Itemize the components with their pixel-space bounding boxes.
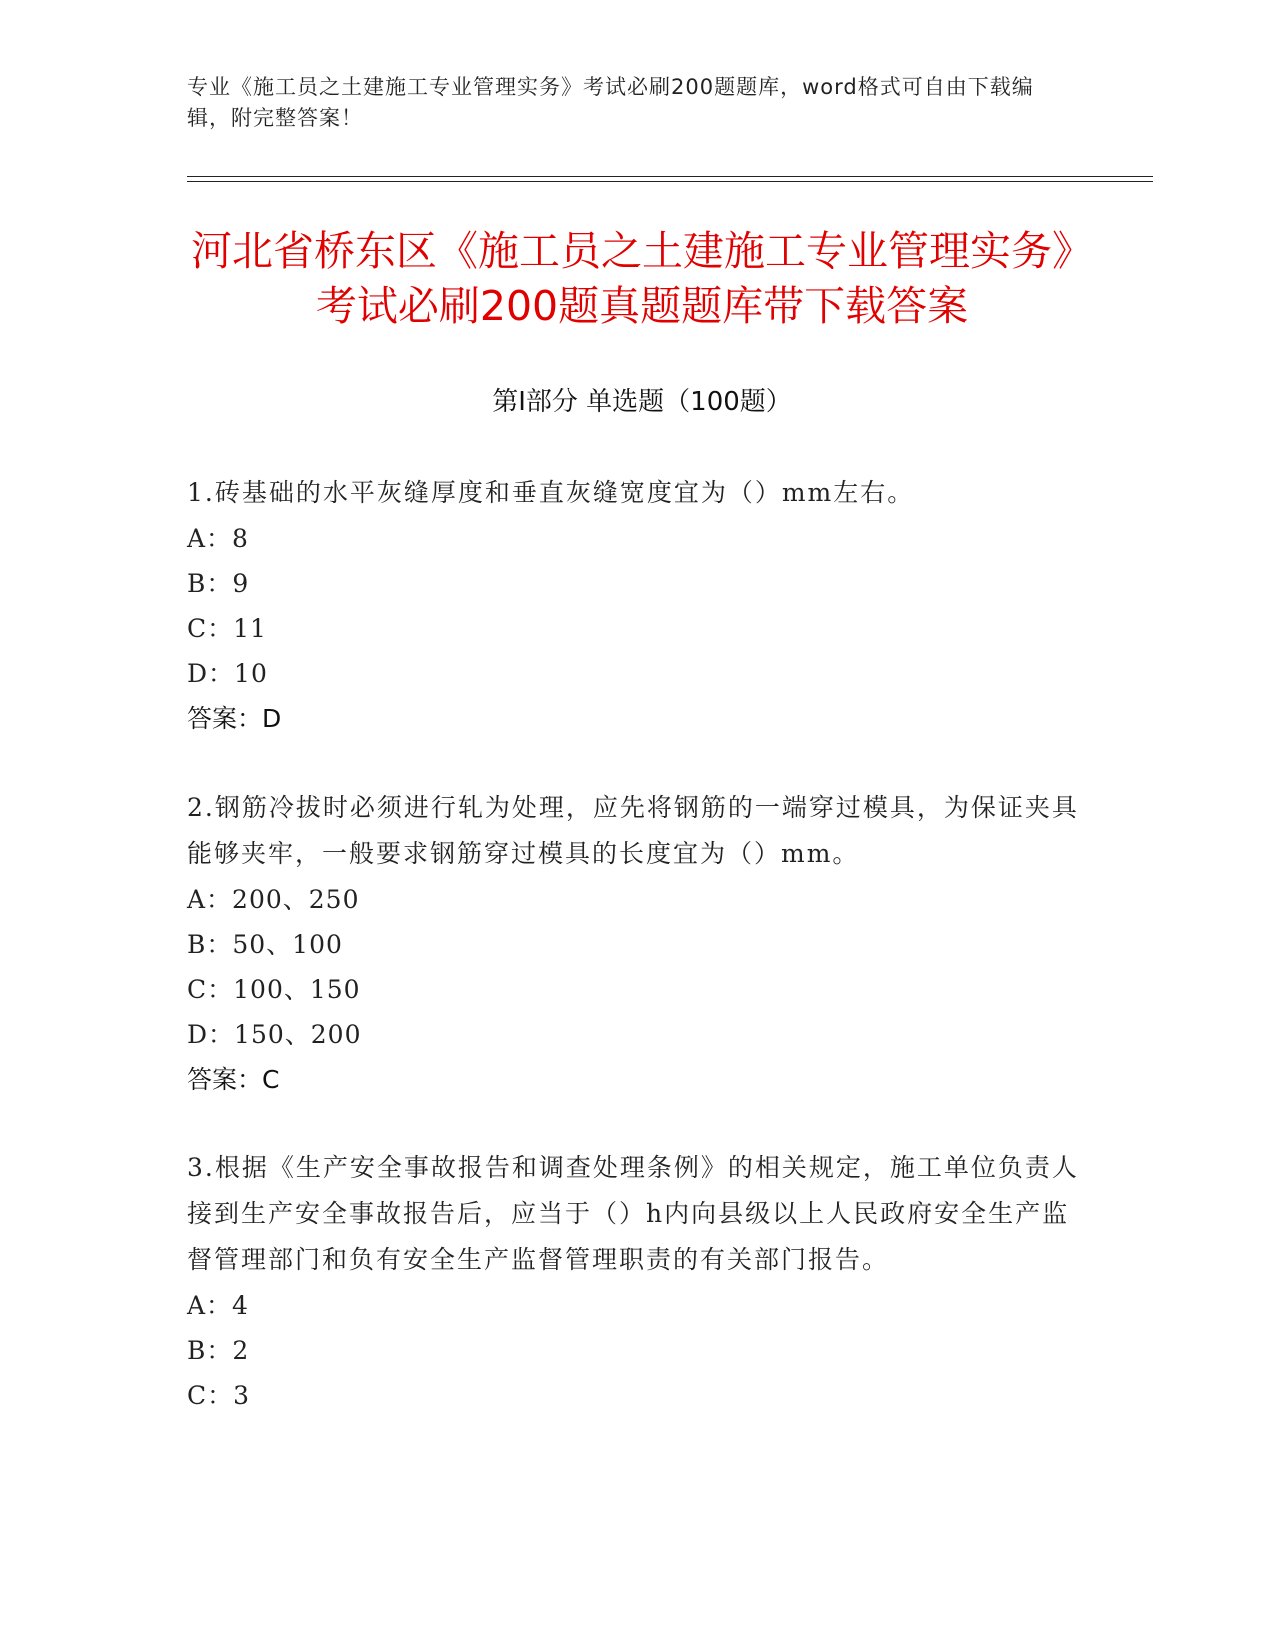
option-d: D：10 <box>187 659 268 688</box>
option-c: C：11 <box>187 614 267 643</box>
question-1 <box>187 470 1087 741</box>
answer: 答案：C <box>187 1065 280 1094</box>
option-a: A：8 <box>187 524 249 553</box>
option-a: A：4 <box>187 1291 249 1320</box>
question-stem: 1.砖基础的水平灰缝厚度和垂直灰缝宽度宜为（）mm左右。 <box>187 478 915 507</box>
option-b: B：2 <box>187 1336 250 1365</box>
question-stem: 2.钢筋冷拔时必须进行轧为处理，应先将钢筋的一端穿过模具，为保证夹具能够夹牢，一般要求钢筋穿过模具的长度宜为（）mm。 <box>187 793 1079 868</box>
option-a: A：200、250 <box>187 885 360 914</box>
option-c: C：3 <box>187 1381 251 1410</box>
question-2 <box>187 785 1087 1102</box>
option-b: B：9 <box>187 569 250 598</box>
header-divider-bottom <box>187 181 1153 182</box>
option-b: B：50、100 <box>187 930 343 959</box>
question-stem: 3.根据《生产安全事故报告和调查处理条例》的相关规定，施工单位负责人接到生产安全事故报告后，应当于（）h内向县级以上人民政府安全生产监督管理部门和负有安全生产监督管理职责的有关部门报告。 <box>187 1153 1079 1274</box>
option-d: D：150、200 <box>187 1020 362 1049</box>
answer: 答案：D <box>187 704 282 733</box>
question-3 <box>187 1145 1087 1418</box>
document-title: 河北省桥东区《施工员之土建施工专业管理实务》考试必刷200题真题题库带下载答案 <box>191 227 1093 330</box>
header-note: 专业《施工员之土建施工专业管理实务》考试必刷200题题库，word格式可自由下载编辑，附完整答案！ <box>187 75 1034 130</box>
option-c: C：100、150 <box>187 975 361 1004</box>
section-title: 第Ⅰ部分 单选题（100题） <box>492 387 792 417</box>
header-divider-top <box>187 176 1153 177</box>
